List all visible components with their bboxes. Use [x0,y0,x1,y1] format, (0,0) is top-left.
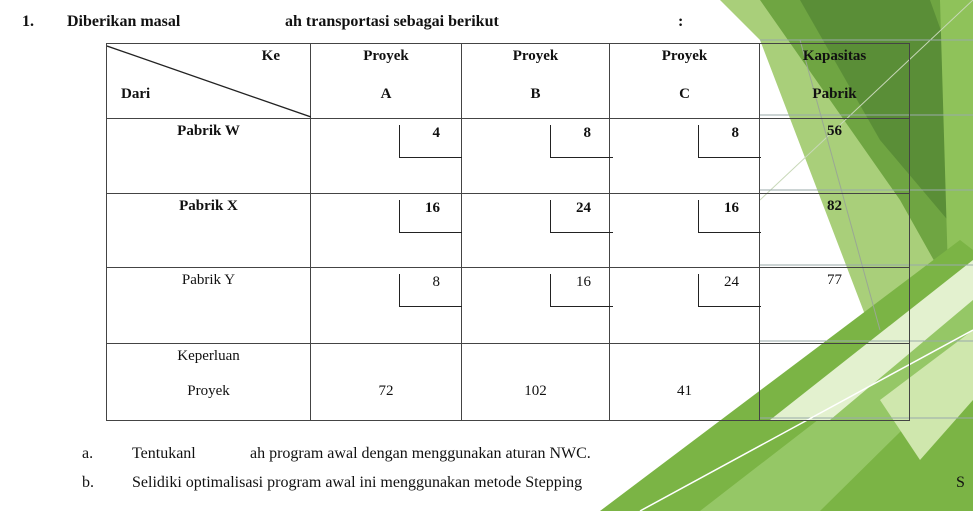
heading-text-part2: ah transportasi sebagai berikut [285,13,499,30]
cost-box [550,200,613,233]
demand-label-line1: Keperluan [177,348,240,364]
cost-box [550,125,613,158]
row-label-cell [107,268,311,344]
transportation-table [106,43,910,421]
capacity-cell [760,194,910,268]
column-header-line1: Proyek [363,48,409,64]
demand-row [107,344,910,421]
demand-cell [610,344,760,421]
column-header-line1: Proyek [661,48,708,64]
table-header-row [107,44,910,119]
cost-value: 24 [724,274,739,290]
cost-box [399,125,462,158]
capacity-cell [760,119,910,194]
column-header [311,44,462,119]
cost-value: 8 [583,125,591,141]
cost-box [698,125,761,158]
row-label: Pabrik Y [181,272,236,288]
heading-colon: : [678,13,684,30]
column-header-line1: Kapasitas [802,48,867,64]
column-header-line2: B [530,86,541,102]
corner-cell [107,44,311,119]
cost-value: 16 [576,274,591,290]
item-text-part1: Tentukanl [132,445,196,462]
column-header-line2: C [679,86,690,102]
demand-cell [462,344,610,421]
table-row [107,268,910,344]
cost-cell [610,268,760,344]
cost-cell [462,268,610,344]
item-letter: a. [82,445,94,462]
demand-label-cell [107,344,311,421]
cost-cell [311,119,462,194]
list-item-b [82,474,682,496]
cost-box [550,274,613,307]
capacity-cell [760,268,910,344]
cost-cell [462,119,610,194]
item-letter: b. [82,474,94,491]
cost-value: 8 [432,274,440,290]
corner-to-label: Ke [261,48,280,64]
row-label-cell [107,119,311,194]
demand-value: 102 [524,383,547,399]
demand-value: 72 [378,383,394,399]
capacity-value: 77 [827,272,842,288]
item-text-part2: ah program awal dengan menggunakan aturan NWC. [250,445,591,462]
cost-value: 8 [731,125,739,141]
row-label: Pabrik W [177,123,240,139]
cost-cell [311,194,462,268]
cost-value: 16 [425,200,440,216]
capacity-header [760,44,910,119]
demand-label-line2: Proyek [187,383,230,399]
column-header-line2: A [380,86,392,102]
cost-value: 24 [576,200,591,216]
cost-box [698,274,761,307]
table-row [107,194,910,268]
edge-text: S [956,474,965,491]
problem-number: 1. [22,13,34,30]
list-item-a [82,445,682,467]
item-text: Selidiki optimalisasi program awal ini menggunakan metode Stepping [132,474,583,491]
empty-cell [760,344,910,421]
cost-value: 4 [432,125,440,141]
cost-box [698,200,761,233]
diagonal-divider [107,44,311,119]
cost-box [399,274,462,307]
cost-box [399,200,462,233]
column-header [610,44,760,119]
row-label-cell [107,194,311,268]
corner-from-label: Dari [121,86,151,102]
column-header-line1: Proyek [512,48,559,64]
column-header-line2: Pabrik [812,86,857,102]
demand-cell [311,344,462,421]
heading-text-part1: Diberikan masal [67,13,181,30]
problem-heading [22,13,684,31]
cost-cell [311,268,462,344]
capacity-value: 56 [827,123,842,139]
cost-cell [610,119,760,194]
demand-value: 41 [677,383,692,399]
cost-cell [462,194,610,268]
cost-value: 16 [724,200,739,216]
row-label: Pabrik X [179,198,238,214]
capacity-value: 82 [827,198,842,214]
cost-cell [610,194,760,268]
column-header [462,44,610,119]
table-row [107,119,910,194]
